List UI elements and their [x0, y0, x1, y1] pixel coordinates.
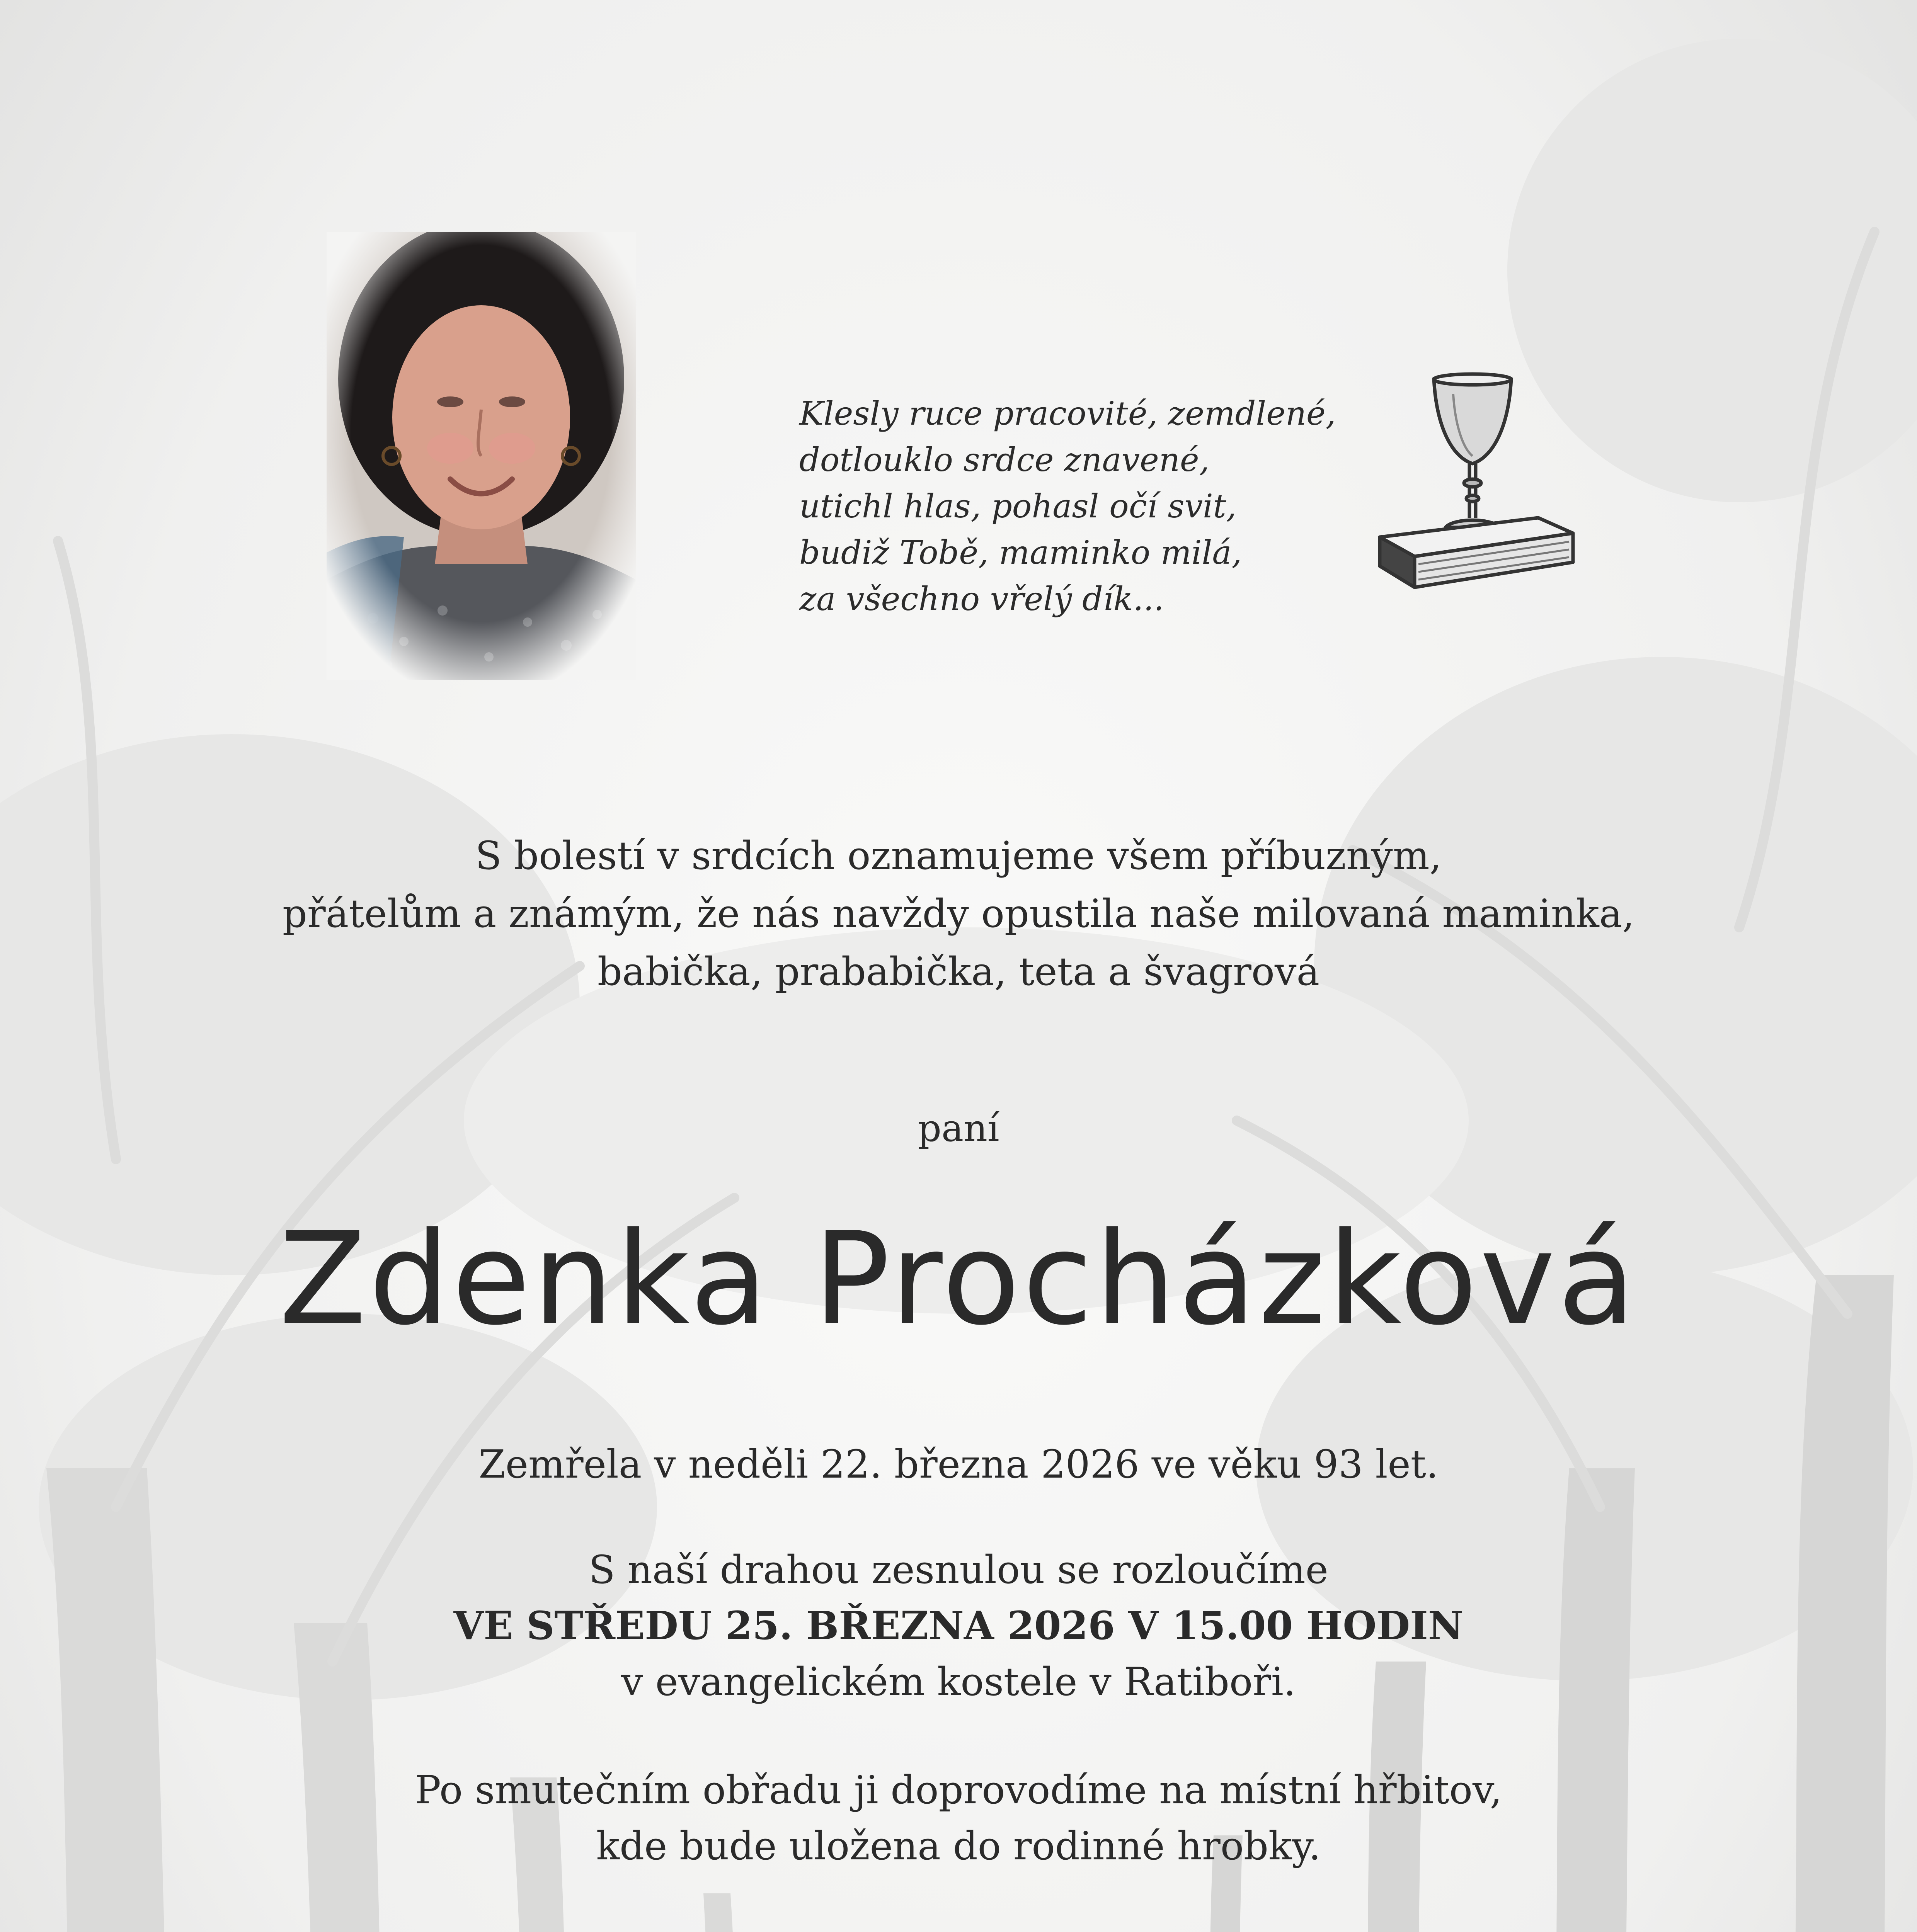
poem-line: dotlouklo srdce znavené, — [799, 441, 1210, 479]
deceased-portrait — [327, 232, 636, 680]
deceased-name: Zdenka Procházková — [279, 1205, 1638, 1353]
announcement-intro — [0, 827, 1917, 1001]
death-date: Zemřela v neděli 22. března 2026 ve věku 93 let. — [478, 1442, 1439, 1487]
farewell-line: S naší drahou zesnulou se rozloučíme — [589, 1547, 1328, 1592]
salutation: paní — [918, 1107, 999, 1150]
intro-line: S bolestí v srdcích oznamujeme všem příbuzným, — [475, 833, 1442, 878]
intro-line: přátelům a známým, že nás navždy opustila naše milovaná maminka, — [282, 891, 1635, 936]
farewell-info — [0, 1542, 1917, 1710]
farewell-place: v evangelickém kostele v Ratiboři. — [621, 1659, 1296, 1704]
burial-line: Po smutečním obřadu ji doprovodíme na místní hřbitov, — [415, 1767, 1502, 1813]
poem-line: Klesly ruce pracovité, zemdlené, — [799, 395, 1336, 432]
intro-line: babička, prababička, teta a švagrová — [597, 949, 1320, 994]
poem-line: za všechno vřelý dík... — [799, 580, 1164, 618]
burial-info — [0, 1762, 1917, 1874]
farewell-datetime: VE STŘEDU 25. BŘEZNA 2026 V 15.00 HODIN — [453, 1603, 1464, 1648]
memorial-poem — [799, 390, 1336, 622]
burial-line: kde bude uložena do rodinné hrobky. — [596, 1823, 1321, 1869]
chalice-on-book-icon — [1357, 371, 1588, 595]
poem-line: utichl hlas, pohasl očí svit, — [799, 487, 1237, 525]
poem-line: budiž Tobě, maminko milá, — [799, 534, 1242, 571]
